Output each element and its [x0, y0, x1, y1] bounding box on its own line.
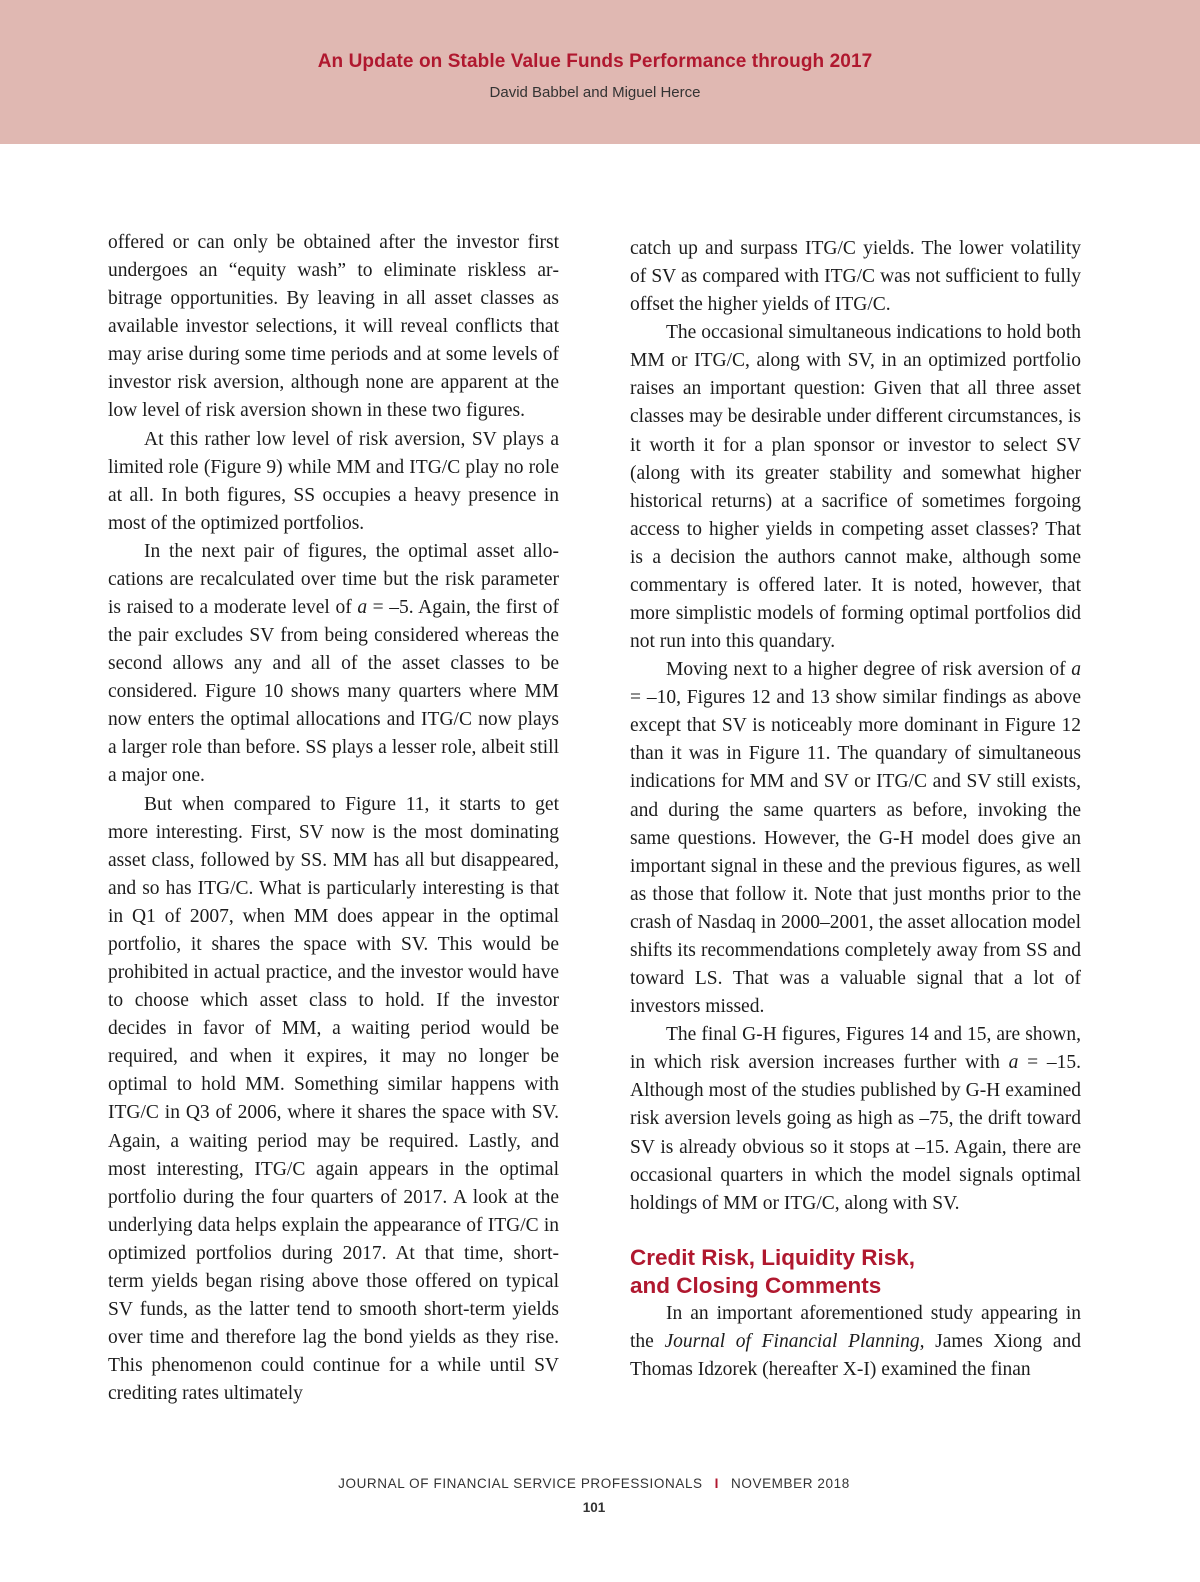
- body-paragraph: At this rather low level of risk aversion, SV plays a limited role (Figure 9) while MM and ITG/C play no role at all. In both figures, SS occupies a heavy presence in most of the optimized portfolios.: [108, 428, 559, 534]
- footer-separator: I: [714, 1476, 720, 1491]
- variable-a: a: [1008, 1052, 1019, 1074]
- body-paragraph: [108, 538, 559, 791]
- article-title: An Update on Stable Value Funds Performance through 2017: [317, 51, 873, 72]
- article-authors: David Babbel and Miguel Herce: [489, 84, 701, 101]
- body-paragraph: [630, 656, 1081, 1021]
- body-paragraph: [630, 1021, 1081, 1218]
- text-run: Moving next to a higher degree of risk aversion of: [666, 659, 1072, 681]
- text-run: James Xiong and Thomas Idzorek (hereafter X-I) examined the finan: [630, 1330, 1081, 1380]
- text-run: In the next pair of figures, the optimal asset allocations are recalculated over time but the risk parameter is raised to a moderate level of: [108, 540, 559, 619]
- variable-a: a: [1071, 659, 1081, 681]
- text-run: In an important aforementioned study appearing in the: [630, 1302, 1081, 1352]
- body-paragraph: offered or can only be obtained after the investor first undergoes an “equity wash” to eliminate riskless arbitrage opportunities. By leaving in all asset classes as available investor selections, it will reveal conflicts that may arise during some time periods and at some levels of investor risk aversion, although none are apparent at the low level of risk aversion shown in these two figures.: [108, 232, 559, 422]
- journal-name: Journal of Financial Planning,: [664, 1330, 925, 1352]
- body-paragraph: But when compared to Figure 11, it starts to get more interesting. First, SV now is the most dominating asset class, followed by SS. MM has all but disappeared, and so has ITG/C. What is particularly interesting is that in Q1 of 2007, when MM does appear in the optimal portfolio, it shares the space with SV. This would be prohibited in actual practice, and the investor would have to choose which asset class to hold. If the investor decides in favor of MM, a waiting period would be required, and when it expires, it may no longer be optimal to hold MM. Something similar happens with ITG/C in Q3 of 2006, where it shares the space with SV. Again, a waiting period may be required. Lastly, and most interesting, ITG/C again appears in the optimal portfolio during the four quarters of 2017. A look at the underlying data helps explain the appearance of ITG/C in optimized portfolios during 2017. At that time, short-term yields began rising above those offered on typical SV funds, as the latter tend to smooth short-term yields over time and therefore lag the bond yields as they rise. This phenomenon could continue for a while until SV crediting rates ultimately: [108, 793, 559, 1405]
- section-heading-line: and Closing Comments: [630, 1272, 882, 1298]
- body-paragraph: The occasional simultaneous indications to hold both MM or ITG/C, along with SV, in an optimized portfolio raises an important question: Given that all three asset classes may be desirable under different circumstances, is it worth it for a plan sponsor or investor to select SV (along with its greater stability and somewhat higher historical returns) at a sacrifice of sometimes forgoing access to higher yields in competing asset classes? That is a decision the authors cannot make, although some commentary is offered later. It is noted, however, that more simplistic models of forming optimal portfolios did not run into this quandary.: [630, 322, 1081, 653]
- text-run: = –5. Again, the first of the pair excludes SV from being considered whereas the second allows any and all of the asset classes to be considered. Figure 10 shows many quarters where MM now enters the optimal allocations and ITG/C now plays a larger role than before. SS plays a lesser role, albeit still a major one.: [108, 597, 559, 787]
- left-column: [108, 229, 559, 1408]
- variable-a: a: [357, 597, 368, 619]
- section-heading: [630, 1244, 1081, 1300]
- body-paragraph: [630, 1300, 1081, 1384]
- journal-title: JOURNAL OF FINANCIAL SERVICE PROFESSIONALS: [338, 1476, 703, 1491]
- issue-date: NOVEMBER 2018: [731, 1476, 850, 1491]
- header-banner: [0, 0, 1200, 144]
- text-run: = –10, Figures 12 and 13 show similar findings as above except that SV is noticeably more dominant in Figure 12 than it was in Figure 11. The quandary of simultaneous indications for MM and SV or ITG/C and SV still exists, and during the same quarters as before, invoking the same questions. However, the G-H model does give an important signal in these and the previous figures, as well as those that follow it. Note that just months prior to the crash of Nasdaq in 2000–2001, the asset allocation model shifts its recommendations completely away from SS and toward LS. That was a valuable signal that a lot of investors missed.: [630, 687, 1081, 1018]
- body-paragraph: catch up and surpass ITG/C yields. The lower volatility of SV as compared with ITG/C was not sufficient to fully offset the higher yields of ITG/C.: [630, 238, 1081, 316]
- footer-journal-line: [0, 1476, 1188, 1491]
- text-run: = –15. Although most of the studies published by G-H examined risk aversion levels going as high as –75, the drift toward SV is already obvious so it stops at –15. Again, there are occasional quarters in which the model signals optimal holdings of MM or ITG/C, along with SV.: [630, 1052, 1081, 1214]
- section-heading-line: Credit Risk, Liquidity Risk,: [630, 1244, 916, 1270]
- page-number: 101: [582, 1500, 606, 1515]
- right-column: [630, 235, 1081, 1384]
- text-run: The final G-H figures, Figures 14 and 15, are shown, in which risk aversion increases further with: [630, 1024, 1081, 1074]
